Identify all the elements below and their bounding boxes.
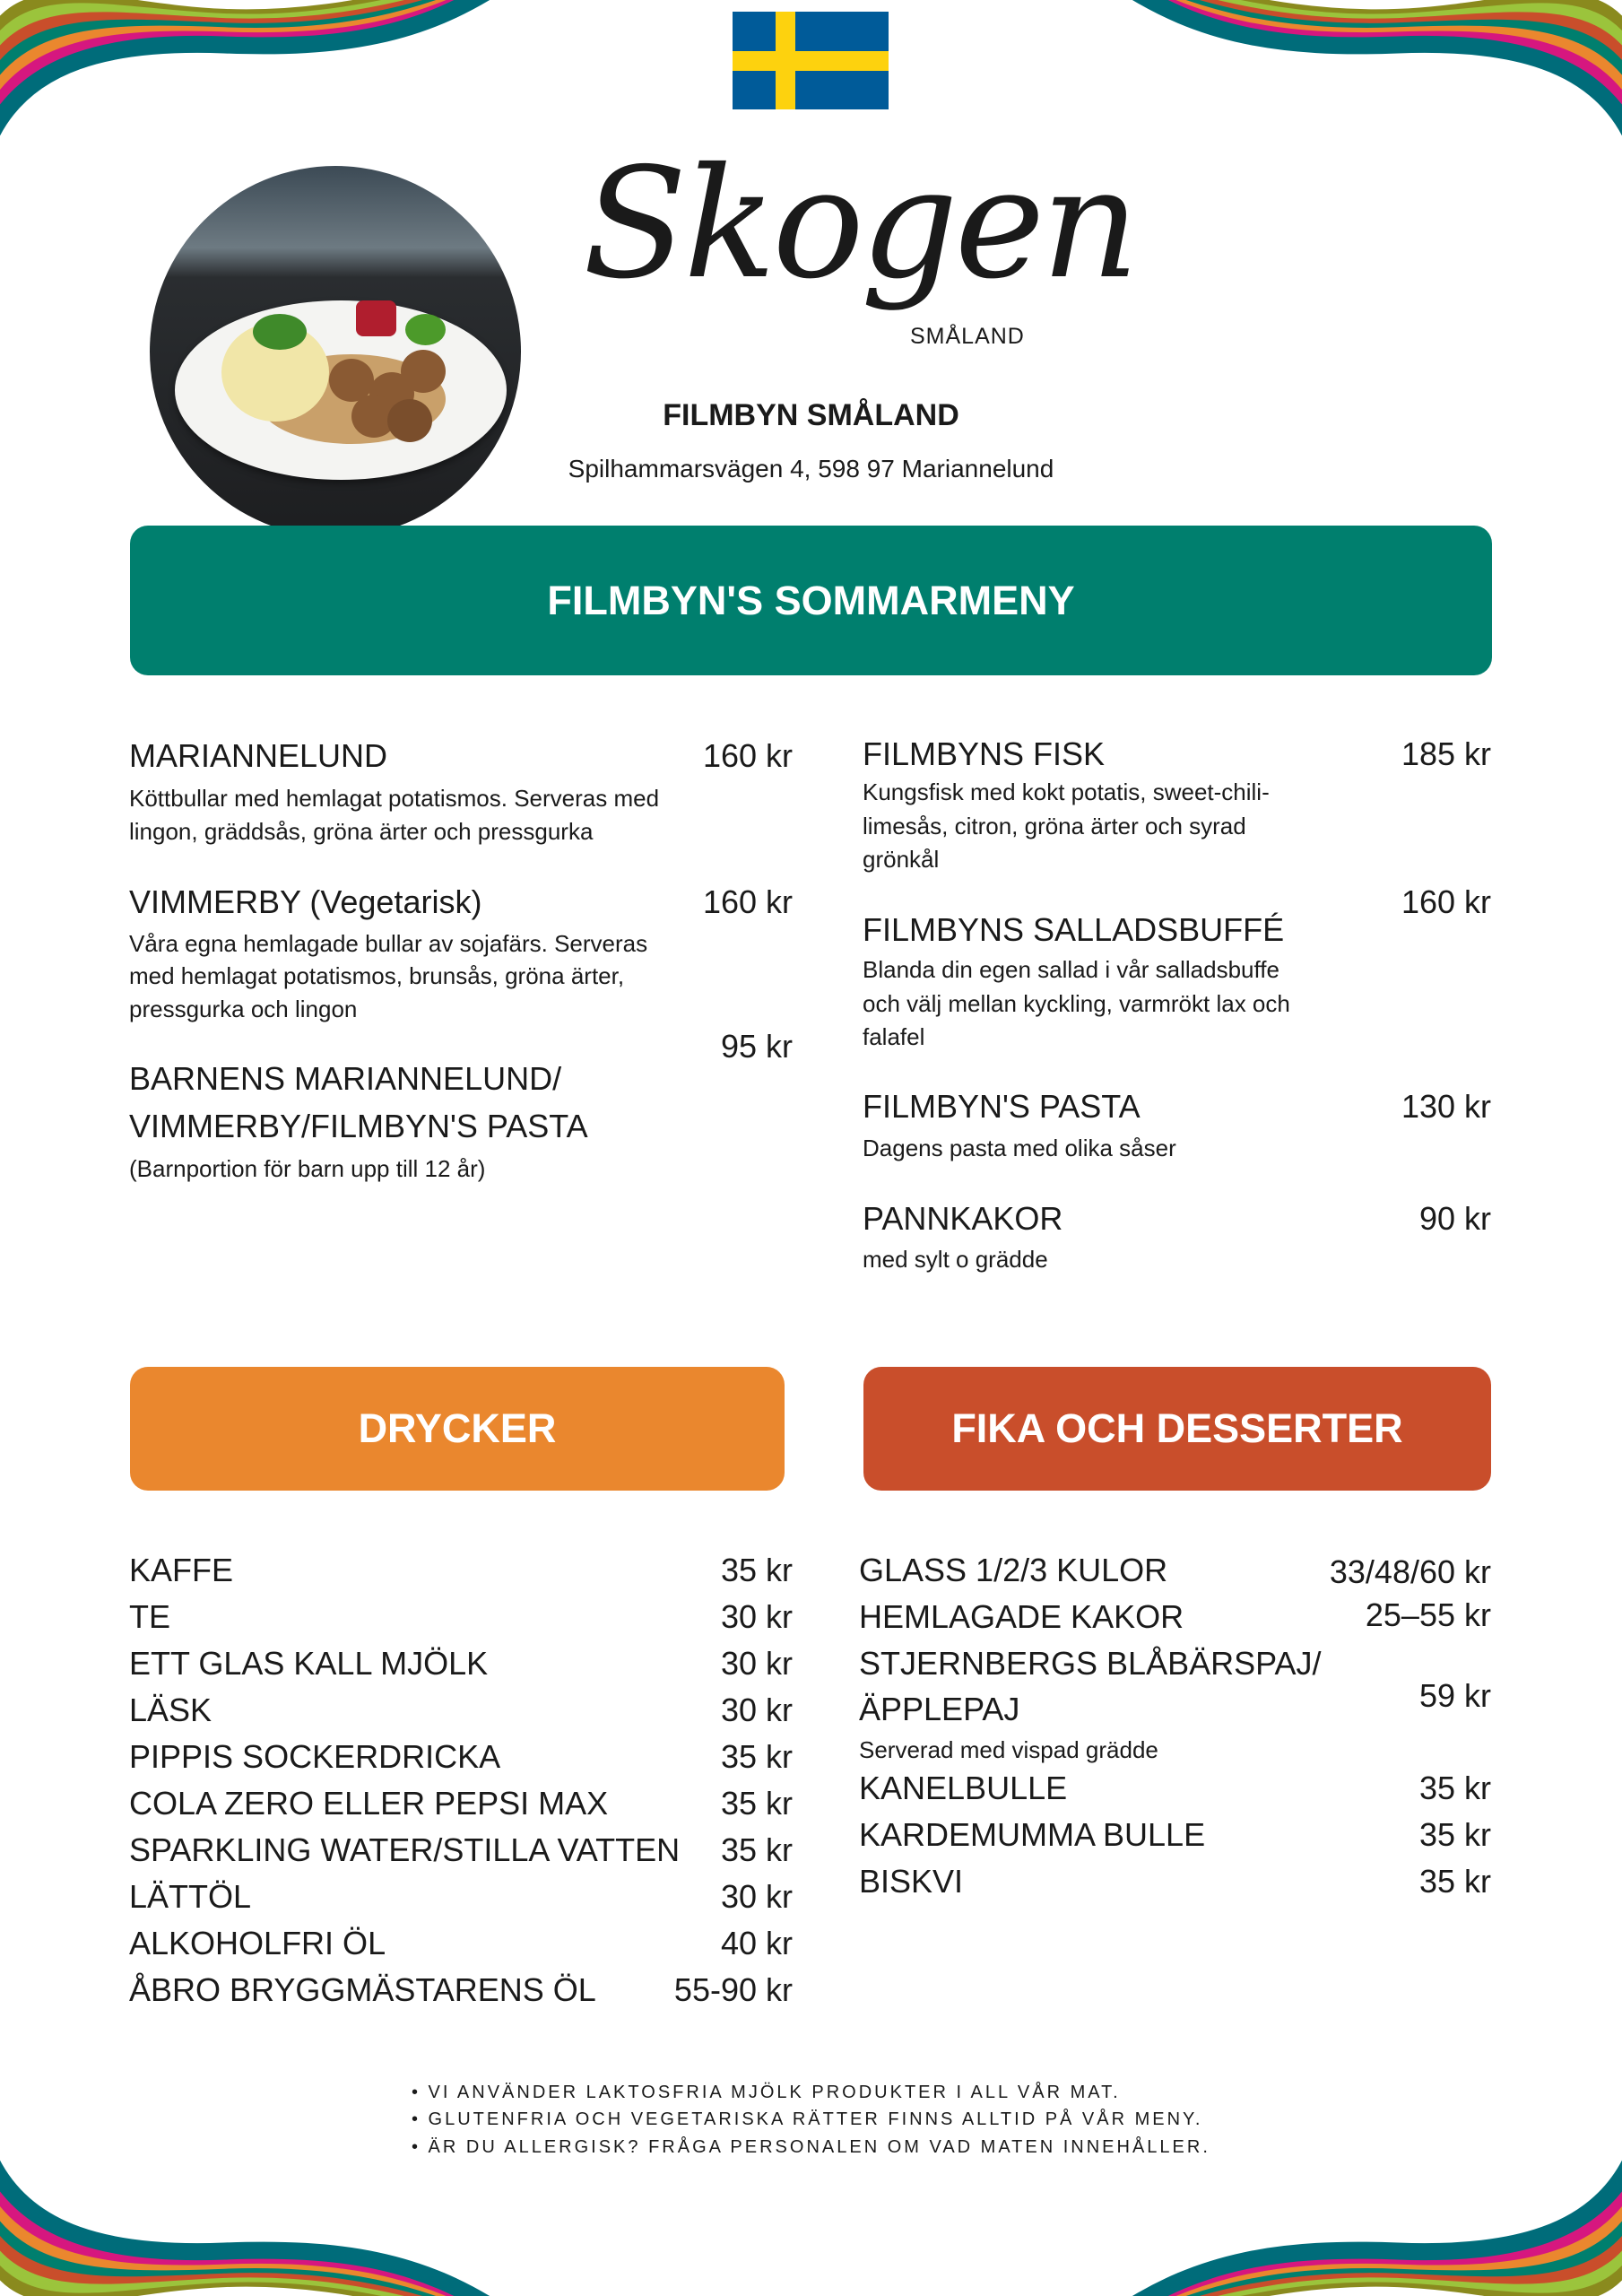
menu-item-name: PANNKAKOR [863,1200,1063,1237]
menu-item-description: med hemlagat potatismos, brunsås, gröna ärter, [129,962,625,989]
menu-item-name: VIMMERBY (Vegetarisk) [129,883,482,920]
fika-item-price: 35 kr [1418,1816,1491,1853]
fika-item-price: 59 kr [1418,1677,1491,1714]
drink-item-price: 55-90 kr [673,1971,793,2008]
drink-item-name: TE [129,1598,171,1635]
menu-item-description: pressgurka och lingon [129,996,358,1022]
fika-item-name: KANELBULLE [859,1770,1068,1806]
drink-item-price: 30 kr [720,1645,793,1682]
venue-name: FILMBYN SMÅLAND [663,398,959,432]
drink-item-price: 30 kr [720,1598,793,1635]
footer-note: • ÄR DU ALLERGISK? FRÅGA PERSONALEN OM VAD MATEN INNEHÅLLER. [412,2137,1210,2157]
summer-menu-banner: FILMBYN'S SOMMARMENY [130,526,1492,675]
menu-item-description: Dagens pasta med olika såser [863,1135,1176,1161]
fika-item-price: 35 kr [1418,1863,1491,1900]
drink-item-name: ETT GLAS KALL MJÖLK [129,1645,489,1682]
drink-item-name: KAFFE [129,1552,234,1588]
menu-item-description: Köttbullar med hemlagat potatismos. Serveras med [129,785,660,812]
decorative-wave-top-left [0,0,538,144]
drink-item-price: 35 kr [720,1738,793,1775]
drink-item-name: LÄTTÖL [129,1878,252,1915]
footer-note: • GLUTENFRIA OCH VEGETARISKA RÄTTER FINNS ALLTID PÅ VÅR MENY. [412,2109,1203,2129]
menu-item-name: FILMBYNS SALLADSBUFFÉ [863,911,1285,948]
drink-item-name: ALKOHOLFRI ÖL [129,1925,386,1961]
drink-item-price: 35 kr [720,1785,793,1822]
menu-item-name: MARIANNELUND [129,737,388,774]
decorative-wave-bottom-right [1084,2152,1622,2296]
fika-item-price: 25–55 kr [1365,1596,1491,1633]
drink-item-name: ÅBRO BRYGGMÄSTARENS ÖL [129,1971,596,2008]
drink-item-price: 40 kr [720,1925,793,1961]
menu-item-description: Våra egna hemlagade bullar av sojafärs. Serveras [129,930,648,957]
drink-item-price: 30 kr [720,1878,793,1915]
fika-item-name: GLASS 1/2/3 KULOR [859,1552,1168,1588]
drink-item-name: COLA ZERO ELLER PEPSI MAX [129,1785,609,1822]
drink-item-name: SPARKLING WATER/STILLA VATTEN [129,1831,681,1868]
menu-item-description: Blanda din egen sallad i vår salladsbuffe [863,956,1279,983]
skogen-logo: Skogen [583,135,1136,313]
menu-item-name: FILMBYNS FISK [863,735,1106,772]
menu-item-price: 185 kr [1401,735,1491,772]
drink-item-price: 35 kr [720,1552,793,1588]
drinks-banner: DRYCKER [130,1367,785,1491]
menu-item-price: 90 kr [1418,1200,1491,1237]
sweden-flag-icon [733,12,889,109]
fika-item-name: STJERNBERGS BLÅBÄRSPAJ/ [859,1645,1322,1682]
menu-item-price: 95 kr [720,1028,793,1065]
menu-item-name: BARNENS MARIANNELUND/ [129,1060,562,1097]
drink-item-price: 35 kr [720,1831,793,1868]
fika-item-name: BISKVI [859,1863,964,1900]
fika-banner: FIKA OCH DESSERTER [863,1367,1491,1491]
fika-item-price: 33/48/60 kr [1329,1553,1491,1590]
menu-item-price: 160 kr [702,737,793,774]
menu-item-description: med sylt o grädde [863,1246,1048,1273]
fika-item-name: ÄPPLEPAJ [859,1691,1020,1727]
drink-item-price: 30 kr [720,1692,793,1728]
menu-item-name: VIMMERBY/FILMBYN'S PASTA [129,1108,588,1144]
menu-item-description: (Barnportion för barn upp till 12 år) [129,1155,486,1182]
menu-item-price: 130 kr [1401,1088,1491,1125]
menu-item-description: lingon, gräddsås, gröna ärter och pressgurka [129,818,594,845]
fika-item-description: Serverad med vispad grädde [859,1736,1158,1763]
venue-address: Spilhammarsvägen 4, 598 97 Mariannelund [568,455,1054,483]
drink-item-name: PIPPIS SOCKERDRICKA [129,1738,501,1775]
decorative-wave-bottom-left [0,2152,538,2296]
logo-subtitle: SMÅLAND [910,324,1025,349]
footer-note: • VI ANVÄNDER LAKTOSFRIA MJÖLK PRODUKTER I ALL VÅR MAT. [412,2083,1121,2102]
menu-item-description: Kungsfisk med kokt potatis, sweet-chili- [863,778,1270,805]
fika-item-name: KARDEMUMMA BULLE [859,1816,1206,1853]
drink-item-name: LÄSK [129,1692,213,1728]
menu-item-price: 160 kr [1401,883,1491,920]
fika-item-price: 35 kr [1418,1770,1491,1806]
fika-item-name: HEMLAGADE KAKOR [859,1598,1184,1635]
decorative-wave-top-right [1084,0,1622,144]
menu-item-name: FILMBYN'S PASTA [863,1088,1141,1125]
menu-item-description: och välj mellan kyckling, varmrökt lax och [863,990,1290,1017]
menu-item-description: grönkål [863,846,940,873]
menu-item-description: falafel [863,1023,925,1050]
menu-item-description: limesås, citron, gröna ärter och syrad [863,813,1246,839]
menu-item-price: 160 kr [702,883,793,920]
